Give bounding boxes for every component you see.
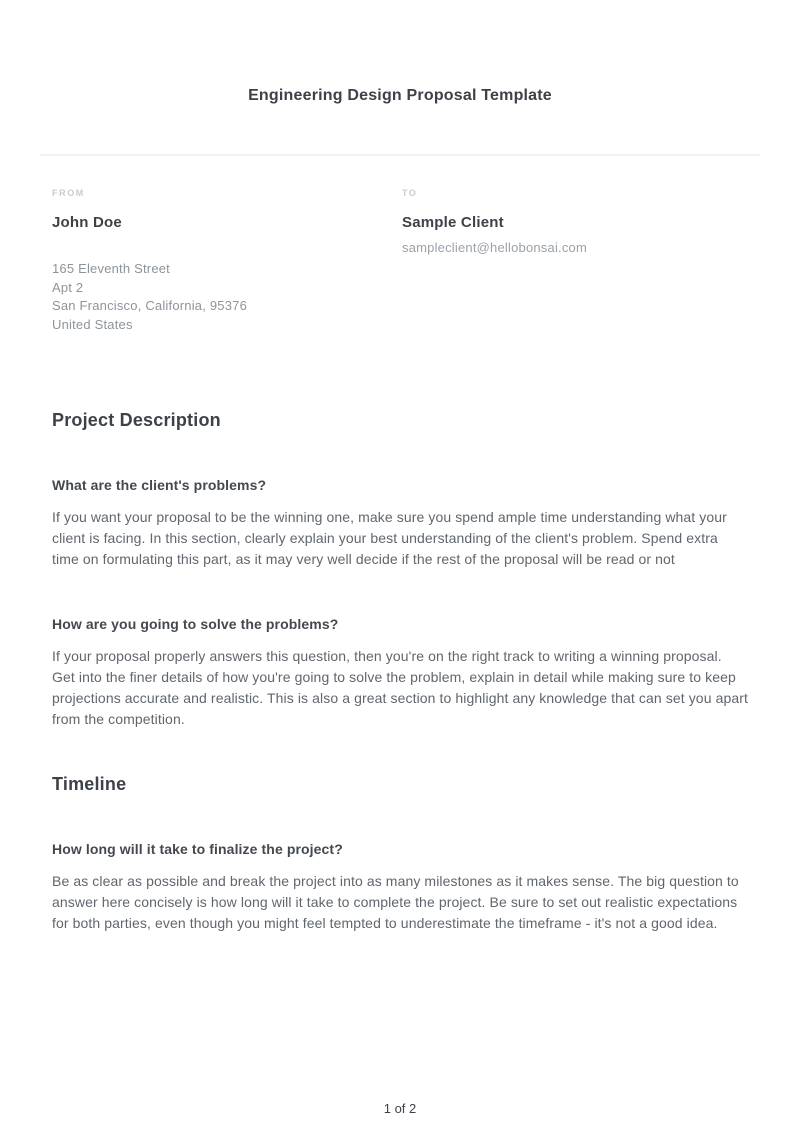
qa-block <box>52 616 748 730</box>
client-email: sampleclient@hellobonsai.com <box>402 240 587 255</box>
to-party-block <box>402 188 748 334</box>
parties-section <box>0 156 800 334</box>
sender-address-line: United States <box>52 316 133 332</box>
to-label: TO <box>402 188 418 198</box>
qa-block <box>52 841 748 934</box>
section-heading-project-description: Project Description <box>52 410 221 430</box>
document-title: Engineering Design Proposal Template <box>248 87 552 104</box>
answer-solve-problems: If your proposal properly answers this question, then you're on the right track to writing a winning proposal. Get into the finer details of how you're going to solve the problem, explain in detail while making sure to keep projections accurate and realistic. This is also a great section to highlight any knowledge that can set you apart from the competition. <box>52 648 748 727</box>
from-party-block <box>52 188 402 334</box>
question-finalize-project: How long will it take to finalize the project? <box>52 841 343 857</box>
sender-address <box>52 260 402 334</box>
sender-address-line: Apt 2 <box>52 279 84 295</box>
question-client-problems: What are the client's problems? <box>52 477 267 493</box>
question-solve-problems: How are you going to solve the problems? <box>52 616 339 632</box>
sender-address-line: San Francisco, California, 95376 <box>52 298 248 313</box>
document-body <box>0 410 800 934</box>
answer-finalize-project: Be as clear as possible and break the project into as many milestones as it makes sense. The big question to answer here concisely is how long will it take to complete the project. Be sure to set out realistic expectations for both parties, even though you might feel tempted to underestimate the timeframe - it's not a good idea. <box>52 873 739 931</box>
sender-address-line: 165 Eleventh Street <box>52 261 170 276</box>
answer-client-problems: If you want your proposal to be the winning one, make sure you spend ample time understanding what your client is facing. In this section, clearly explain your best understanding of the client's problem. Spend extra time on formulating this part, as it may very well decide if the rest of the proposal will be read or not <box>52 509 727 567</box>
page-number-indicator: 1 of 2 <box>383 1101 417 1116</box>
section-heading-timeline: Timeline <box>52 774 127 794</box>
qa-block <box>52 477 748 570</box>
sender-name: John Doe <box>52 214 122 231</box>
from-label: FROM <box>52 188 85 198</box>
client-name: Sample Client <box>402 214 504 231</box>
